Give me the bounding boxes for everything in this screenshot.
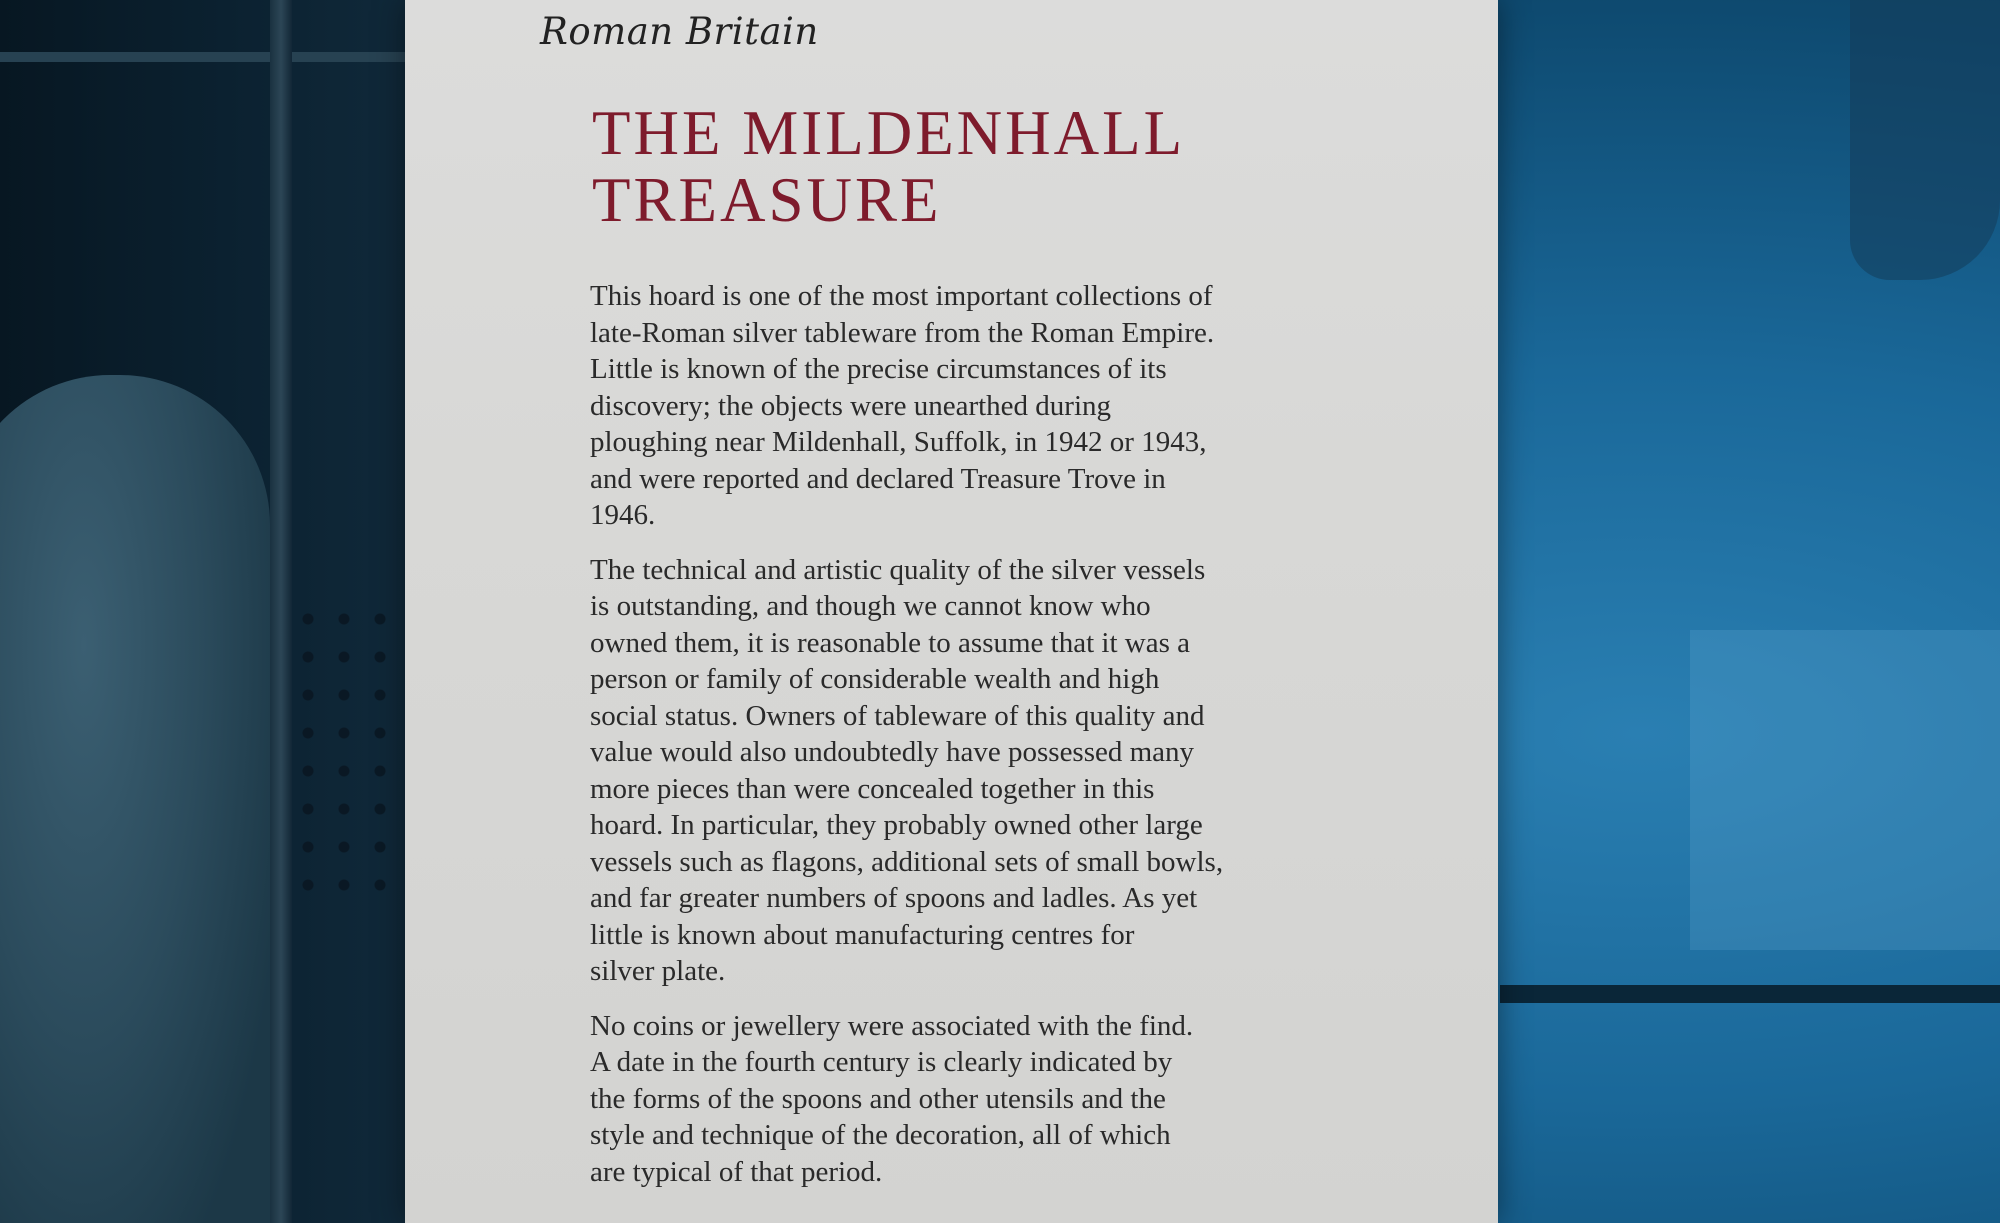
text-line: 1946. bbox=[590, 499, 656, 531]
text-line: owned them, it is reasonable to assume that it was a bbox=[590, 626, 1190, 659]
display-case-rail bbox=[0, 52, 410, 62]
text-line: The technical and artistic quality of the silver vessels bbox=[590, 553, 1206, 586]
text-line: ploughing near Mildenhall, Suffolk, in 1942 or 1943, bbox=[590, 426, 1207, 458]
text-line: and were reported and declared Treasure Trove in bbox=[590, 462, 1166, 495]
title-line: TREASURE bbox=[592, 165, 942, 235]
display-case-frame bbox=[270, 0, 292, 1223]
panel-body bbox=[590, 278, 1350, 1208]
text-line: Little is known of the precise circumstances of its bbox=[590, 353, 1167, 385]
background-figure bbox=[1850, 0, 2000, 280]
paragraph-dating bbox=[590, 1008, 1350, 1191]
text-line: style and technique of the decoration, all of which bbox=[590, 1119, 1171, 1151]
text-line: the forms of the spoons and other utensils and the bbox=[590, 1082, 1166, 1115]
text-line: are typical of that period. bbox=[590, 1155, 883, 1188]
text-line: is outstanding, and though we cannot know who bbox=[590, 590, 1151, 622]
text-line: and far greater numbers of spoons and ladles. As yet bbox=[590, 882, 1198, 914]
paragraph-discovery bbox=[590, 278, 1350, 534]
text-line: hoard. In particular, they probably owned other large bbox=[590, 809, 1203, 841]
stone-object bbox=[0, 375, 270, 1223]
text-line: This hoard is one of the most important collections of bbox=[590, 280, 1213, 312]
text-line: silver plate. bbox=[590, 955, 726, 987]
text-line: late-Roman silver tableware from the Roman Empire. bbox=[590, 316, 1215, 349]
glass-reflection bbox=[1690, 630, 2000, 950]
perforated-panel bbox=[290, 600, 400, 900]
text-line: little is known about manufacturing centres for bbox=[590, 918, 1135, 951]
title-line: THE MILDENHALL bbox=[592, 98, 1186, 168]
display-ledge bbox=[1500, 985, 2000, 1003]
text-line: person or family of considerable wealth and high bbox=[590, 663, 1160, 695]
panel-title bbox=[592, 100, 1472, 234]
text-line: No coins or jewellery were associated with the find. bbox=[590, 1009, 1194, 1042]
paragraph-quality bbox=[590, 552, 1350, 990]
text-line: value would also undoubtedly have possessed many bbox=[590, 736, 1195, 768]
text-line: vessels such as flagons, additional sets of small bowls, bbox=[590, 845, 1224, 878]
text-line: more pieces than were concealed together in this bbox=[590, 772, 1155, 805]
text-line: discovery; the objects were unearthed during bbox=[590, 389, 1112, 422]
section-label: Roman Britain bbox=[540, 10, 819, 53]
text-line: A date in the fourth century is clearly indicated by bbox=[590, 1046, 1173, 1078]
text-line: social status. Owners of tableware of this quality and bbox=[590, 699, 1205, 732]
